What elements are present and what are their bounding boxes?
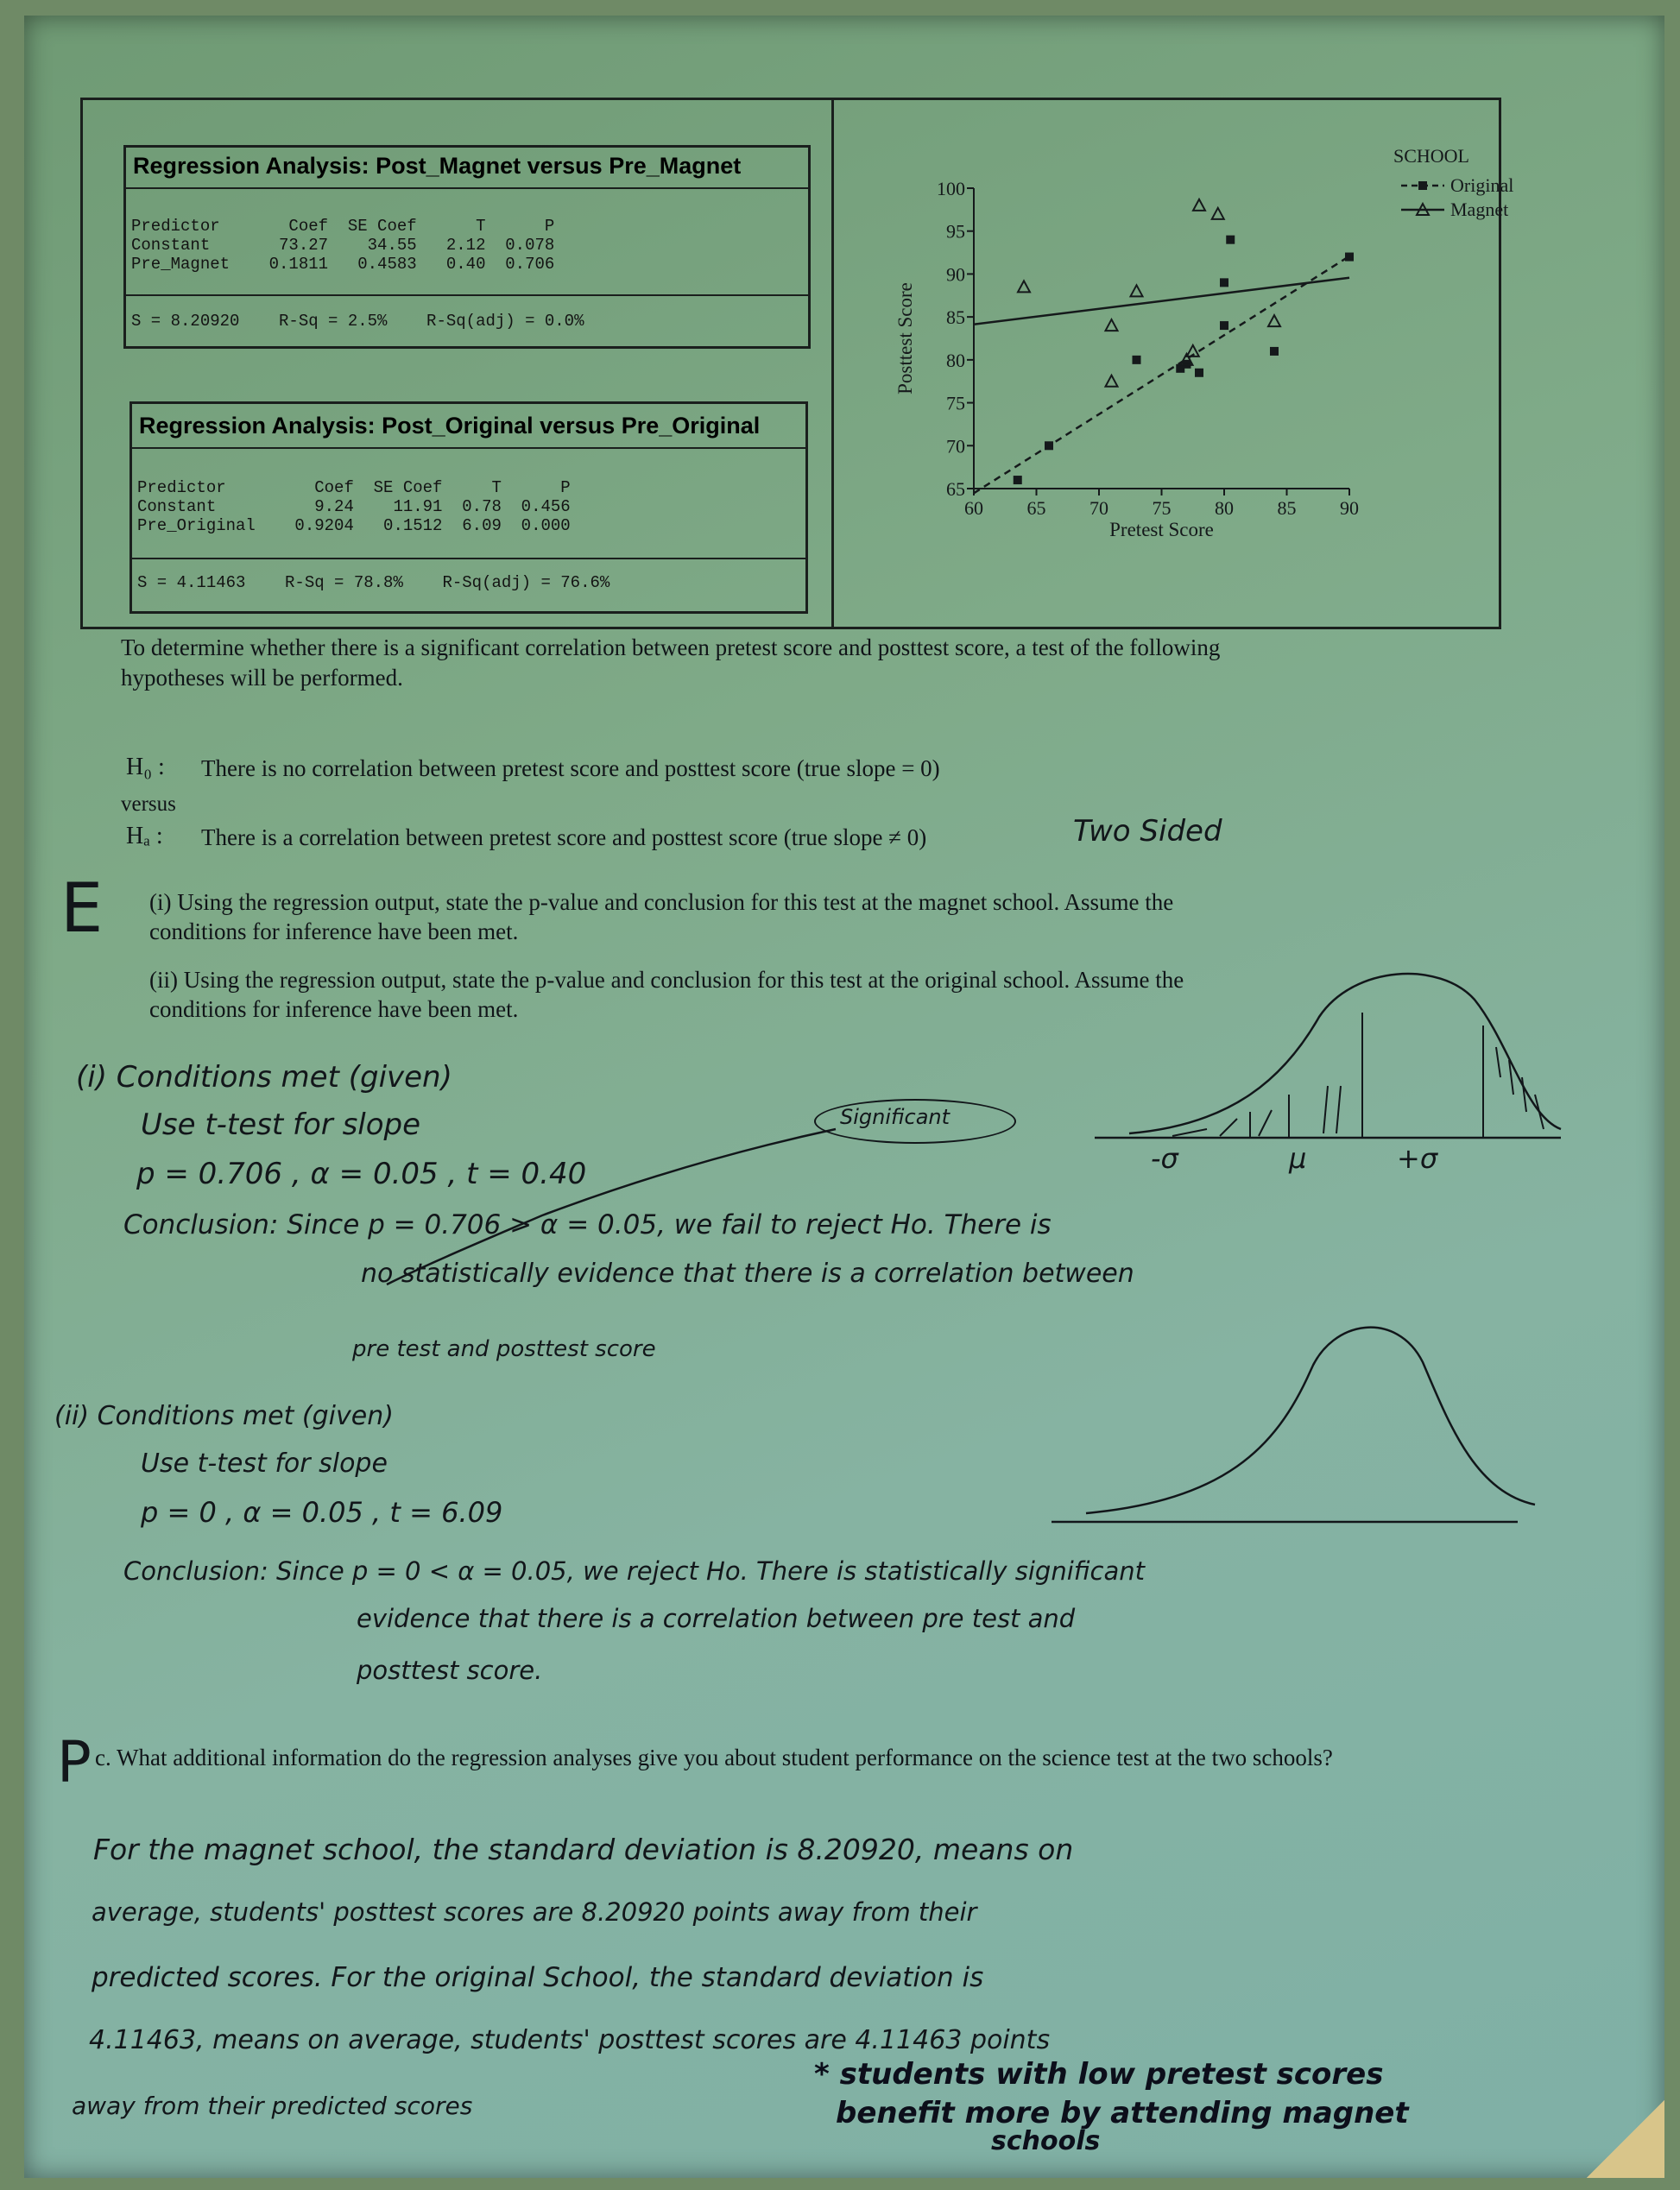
x-tick-label: 65 — [1026, 497, 1046, 519]
scatter-chart — [836, 102, 1514, 585]
h0-label: H₀ : — [126, 754, 165, 780]
y-tick-label: 65 — [946, 478, 965, 500]
answer-c-line2: average, students' posttest scores are 8.20920 points away from their — [92, 1897, 977, 1927]
answer-i-line4: Conclusion: Since p = 0.706 > α = 0.05, we fail to reject Ho. There is — [123, 1209, 1052, 1240]
point-original — [1226, 236, 1235, 244]
point-magnet — [1131, 285, 1143, 296]
fit-line-magnet — [974, 278, 1349, 325]
answer-c-line4: 4.11463, means on average, students' posttest scores are 4.11463 points — [89, 2025, 1051, 2055]
x-tick-label: 80 — [1215, 497, 1234, 519]
h0-text: There is no correlation between pretest score and posttest score (true slope = 0) — [201, 755, 940, 781]
page-corner-fold — [1587, 2100, 1664, 2178]
point-magnet — [1106, 319, 1118, 331]
y-tick-label: 100 — [937, 178, 965, 199]
curve-label-mu: μ — [1289, 1142, 1307, 1175]
regression-magnet-title: Regression Analysis: Post_Magnet versus Pre_Magnet — [133, 153, 742, 179]
regression-original-title: Regression Analysis: Post_Original versus Pre_Original — [139, 413, 761, 439]
legend-label-original: Original — [1450, 174, 1514, 196]
answer-i-line3: p = 0.706 , α = 0.05 , t = 0.40 — [136, 1157, 587, 1191]
point-magnet — [1193, 199, 1205, 211]
regression-magnet-box — [123, 145, 811, 349]
x-tick-label: 90 — [1340, 497, 1359, 519]
point-original — [1195, 369, 1203, 377]
point-original — [1220, 278, 1228, 287]
x-axis-label: Pretest Score — [1109, 519, 1214, 540]
point-original — [1045, 441, 1053, 450]
point-original — [1133, 356, 1141, 364]
regression-original-table: Predictor Coef SE Coef T P Constant 9.24 11.91 0.78 0.456 Pre_Original 0.9204 0.1512 6.09 0.000 — [137, 478, 571, 535]
answer-c-note-line3: schools — [991, 2126, 1101, 2156]
answer-ii-line5: evidence that there is a correlation between pre test and — [357, 1604, 1076, 1633]
regression-magnet-table: Predictor Coef SE Coef T P Constant 73.27 34.55 2.12 0.078 Pre_Magnet 0.1811 0.4583 0.40 0.706 — [131, 217, 555, 274]
curve-label-plus-sigma: +σ — [1397, 1142, 1438, 1175]
normal-curve-shaded — [1077, 965, 1595, 1164]
y-tick-label: 85 — [946, 306, 965, 329]
answer-ii-line4: Conclusion: Since p = 0 < α = 0.05, we reject Ho. There is statistically significant — [123, 1556, 1145, 1586]
point-magnet — [1018, 281, 1030, 292]
regression-original-box — [129, 401, 808, 614]
two-sided-note: Two Sided — [1073, 814, 1222, 849]
significant-bubble-text: Significant — [840, 1105, 951, 1129]
point-original — [1345, 253, 1354, 262]
answer-i-line2: Use t-test for slope — [141, 1108, 421, 1142]
worksheet-page — [24, 16, 1664, 2178]
x-tick-label: 60 — [964, 497, 983, 519]
point-original — [1220, 321, 1228, 330]
grade-e: E — [60, 870, 104, 948]
part-ii-text: (ii) Using the regression output, state the p-value and conclusion for this test at the original school. Assume the conditions for inference have been met. — [149, 967, 1184, 1022]
title-underline — [126, 187, 808, 189]
y-tick-label: 80 — [946, 349, 965, 371]
answer-i-line5: no statistically evidence that there is a correlation between — [361, 1259, 1134, 1289]
point-original — [1014, 476, 1022, 484]
answer-c-note-line2: benefit more by attending magnet — [836, 2096, 1409, 2130]
regression-magnet-summary: S = 8.20920 R-Sq = 2.5% R-Sq(adj) = 0.0% — [131, 312, 584, 331]
answer-c-note-line1: * students with low pretest scores — [814, 2057, 1384, 2092]
answer-ii-line1: (ii) Conditions met (given) — [54, 1401, 394, 1431]
point-original — [1270, 347, 1279, 356]
ha-label: Hₐ : — [126, 823, 163, 849]
title-underline — [132, 447, 805, 449]
x-tick-label: 85 — [1277, 497, 1297, 519]
answer-ii-line2: Use t-test for slope — [141, 1448, 388, 1479]
point-magnet — [1106, 376, 1118, 387]
legend-marker-original — [1418, 181, 1427, 190]
y-tick-label: 75 — [946, 392, 965, 414]
frame-divider — [831, 98, 834, 627]
answer-i-line6: pre test and posttest score — [352, 1336, 656, 1362]
y-tick-label: 95 — [946, 220, 965, 243]
question-intro: To determine whether there is a significant correlation between pretest score and posttest score, a test of the following hypotheses will be performed. — [121, 634, 1221, 691]
curve-label-minus-sigma: -σ — [1151, 1142, 1178, 1175]
x-tick-label: 70 — [1089, 497, 1108, 519]
answer-c-line5: away from their predicted scores — [72, 2092, 473, 2120]
answer-c-line3: predicted scores. For the original School, the standard deviation is — [92, 1962, 984, 1993]
answer-i-line1: (i) Conditions met (given) — [76, 1060, 452, 1095]
point-magnet — [1268, 315, 1280, 326]
legend-title: SCHOOL — [1393, 145, 1470, 167]
y-tick-label: 70 — [946, 435, 965, 458]
x-tick-label: 75 — [1152, 497, 1172, 519]
answer-ii-line3: p = 0 , α = 0.05 , t = 6.09 — [141, 1496, 503, 1529]
ha-text: There is a correlation between pretest score and posttest score (true slope ≠ 0) — [201, 824, 927, 850]
summary-rule — [126, 294, 808, 296]
summary-rule — [132, 558, 805, 559]
regression-original-summary: S = 4.11463 R-Sq = 78.8% R-Sq(adj) = 76.6% — [137, 573, 610, 592]
answer-c-line1: For the magnet school, the standard deviation is 8.20920, means on — [93, 1833, 1074, 1866]
part-i-text: (i) Using the regression output, state the p-value and conclusion for this test at the magnet school. Assume the conditions for inference have been met. — [149, 889, 1174, 944]
legend-label-magnet: Magnet — [1450, 199, 1509, 220]
part-c-text: c. What additional information do the regression analyses give you about student performance on the science test at the two schools? — [95, 1745, 1333, 1770]
answer-ii-line6: posttest score. — [357, 1656, 543, 1685]
y-axis-label: Posttest Score — [894, 282, 916, 394]
y-tick-label: 90 — [946, 263, 965, 286]
normal-curve-plain — [1034, 1319, 1552, 1535]
point-magnet — [1212, 208, 1224, 219]
significant-arrow — [352, 1120, 853, 1293]
versus-label: versus — [121, 792, 176, 816]
grade-p: P — [57, 1729, 92, 1796]
